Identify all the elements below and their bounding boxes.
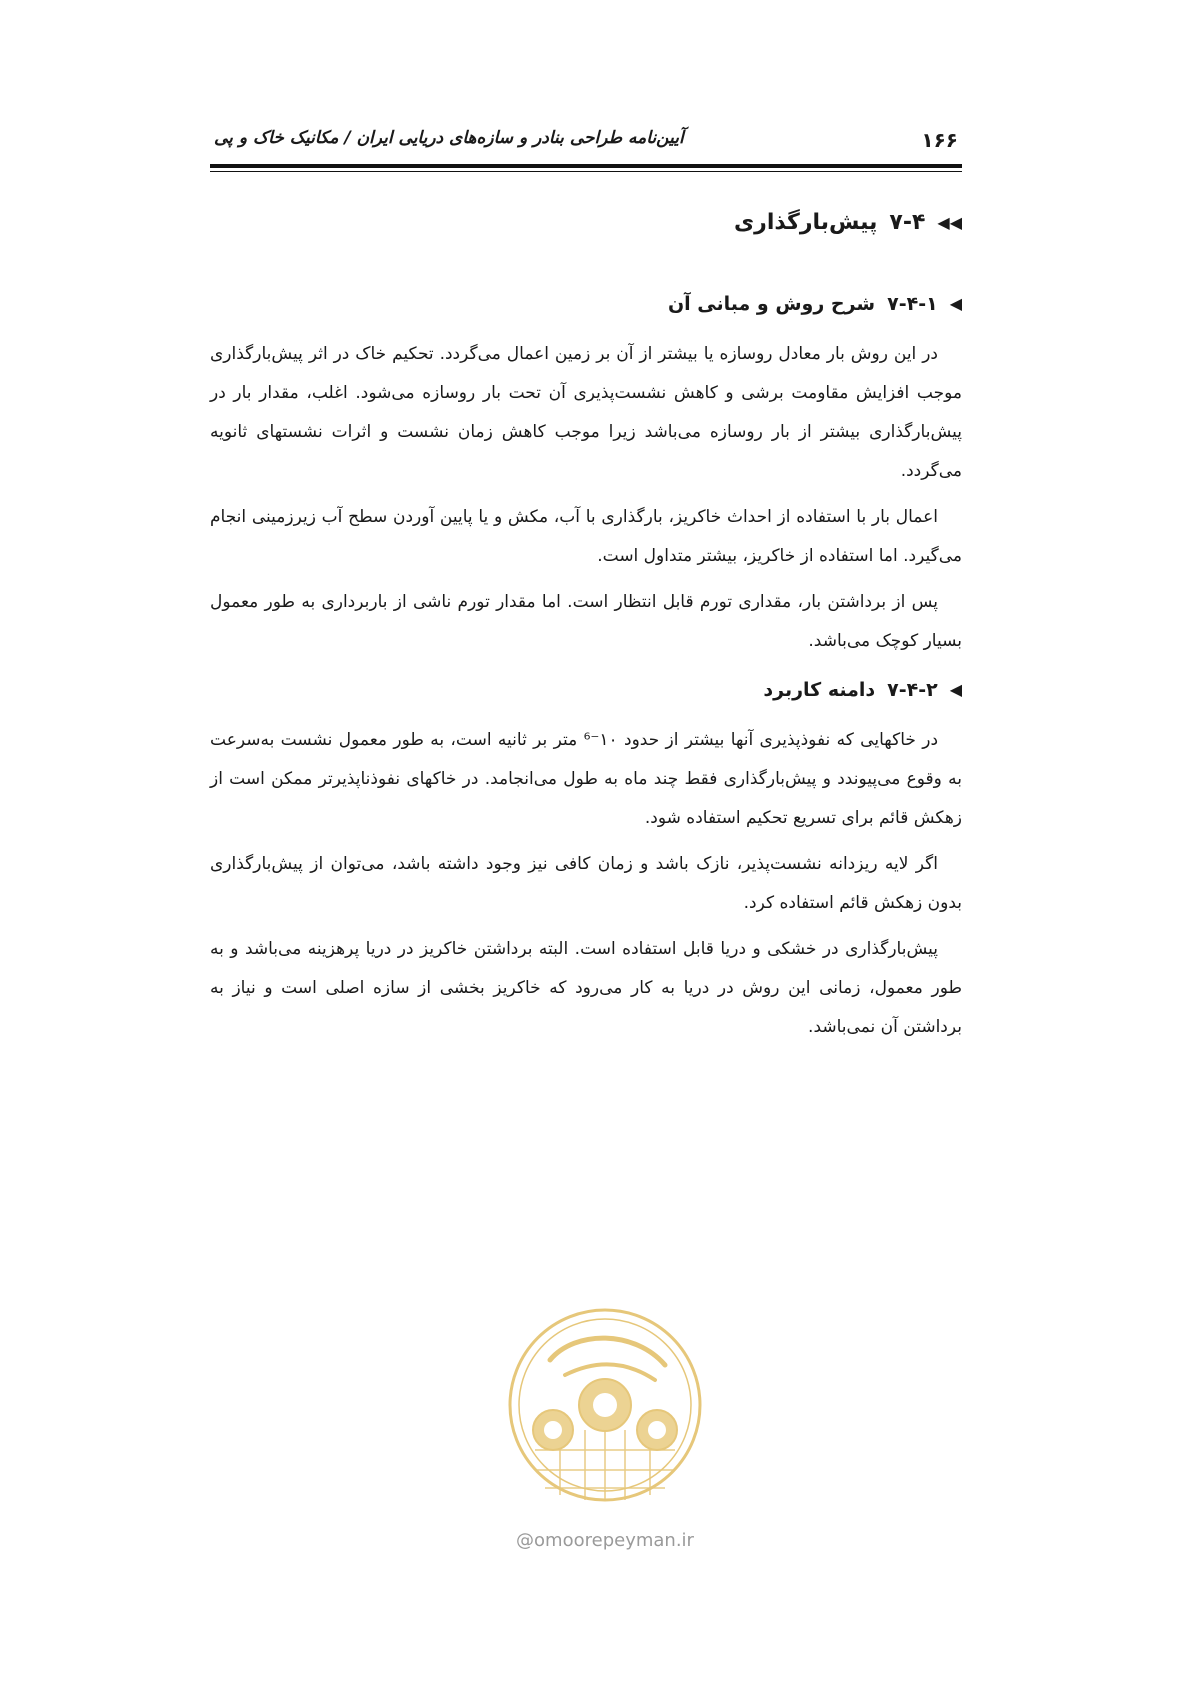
section-heading xyxy=(210,210,962,235)
arrow-icon: ◀ xyxy=(949,680,962,699)
header-rule-thin xyxy=(210,171,962,172)
page-number: ۱۶۶ xyxy=(921,128,958,152)
paragraph: اعمال بار با استفاده از احداث خاکریز، بارگذاری با آب، مکش و یا پایین آوردن سطح آب زیرزمینی انجام می‌گیرد. اما استفاده از خاکریز، بیشتر متداول است. xyxy=(210,507,962,566)
paragraph: در خاکهایی که نفوذپذیری آنها بیشتر از حدود ۱۰⁻⁶ متر بر ثانیه است، به طور معمول نشست به‌سرعت به وقوع می‌پیوندد و پیش‌بارگذاری فقط چند ماه به طول می‌انجامد. در خاکهای نفوذناپذیرتر ممکن است از زهکش قائم برای تسریع تحکیم استفاده شود. xyxy=(210,730,962,828)
subsection-heading xyxy=(210,293,962,315)
paragraph: پس از برداشتن بار، مقداری تورم قابل انتظار است. اما مقدار تورم ناشی از باربرداری به طور معمول بسیار کوچک می‌باشد. xyxy=(210,592,962,651)
section-title: پیش‌بارگذاری xyxy=(733,210,878,235)
paragraph: در این روش بار معادل روسازه یا بیشتر از آن بر زمین اعمال می‌گردد. تحکیم خاک در اثر پیش‌بارگذاری موجب افزایش مقاومت برشی و کاهش نشست‌پذیری آن تحت بار روسازه می‌شود. اغلب، مقدار بار در پیش‌بارگذاری بیشتر از بار روسازه می‌باشد زیرا موجب کاهش زمان نشست و اثرات نشستهای ثانویه می‌گردد. xyxy=(210,344,962,481)
page-body xyxy=(210,210,962,1054)
running-title: آیین‌نامه طراحی بنادر و سازه‌های دریایی ایران / مکانیک خاک و پی xyxy=(214,128,684,148)
watermark-logo-icon xyxy=(505,1290,705,1520)
subsection-title: دامنه کاربرد xyxy=(763,679,876,701)
subsection-title: شرح روش و مبانی آن xyxy=(667,293,876,315)
subsection-1 xyxy=(210,293,962,661)
subsection-number: ۷-۴-۲ xyxy=(887,679,938,701)
arrow-icon: ◀ xyxy=(949,294,962,313)
paragraph: اگر لایه ریزدانه نشست‌پذیر، نازک باشد و زمان کافی نیز وجود داشته باشد، می‌توان از پیش‌بارگذاری بدون زهکش قائم استفاده کرد. xyxy=(210,854,962,913)
header-rule xyxy=(210,164,962,168)
page-header xyxy=(210,126,962,158)
subsection-2 xyxy=(210,679,962,1047)
section-number: ۷-۴ xyxy=(889,210,926,235)
subsection-heading xyxy=(210,679,962,701)
double-arrow-icon: ◀◀ xyxy=(937,212,962,232)
watermark-url: @omoorepeyman.ir xyxy=(516,1530,694,1551)
watermark xyxy=(487,1290,723,1566)
paragraph: پیش‌بارگذاری در خشکی و دریا قابل استفاده است. البته برداشتن خاکریز در دریا پرهزینه می‌باشد و به طور معمول، زمانی این روش در دریا به کار می‌رود که خاکریز بخشی از سازه اصلی است و نیاز به برداشتن آن نمی‌باشد. xyxy=(210,939,962,1037)
subsection-number: ۷-۴-۱ xyxy=(887,293,938,315)
